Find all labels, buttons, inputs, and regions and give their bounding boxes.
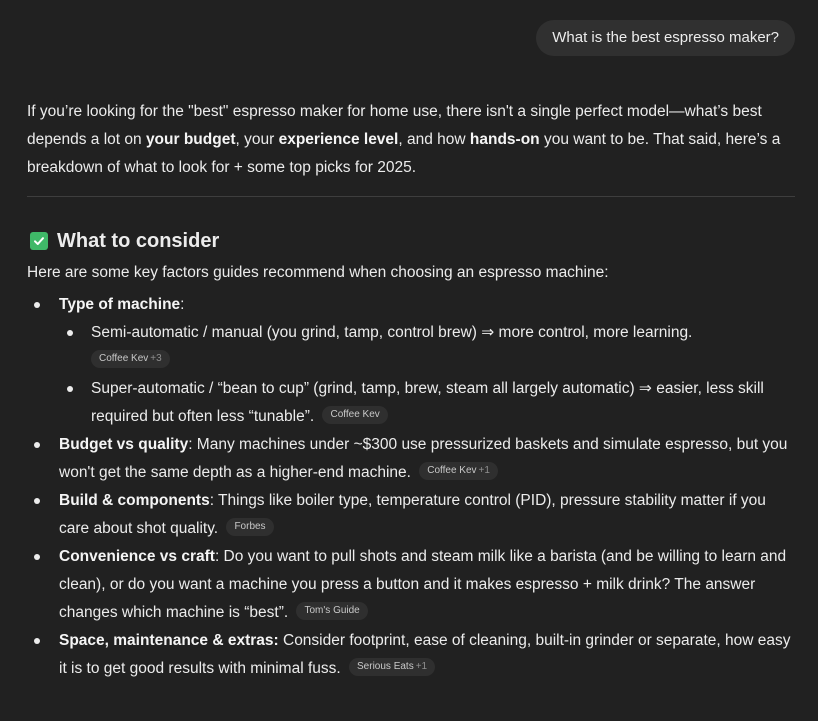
- chip-line: [91, 347, 795, 375]
- source-chip-forbes[interactable]: [226, 518, 273, 536]
- intro-bold-hands-on: hands-on: [469, 131, 540, 148]
- intro-text: you want to be. That said, here’s a breakdown of what to look for + some top picks for 2025.: [27, 131, 781, 176]
- list-item: [27, 431, 795, 487]
- source-chip-count: +3: [150, 352, 162, 364]
- factor-text: : Do you want to pull shots and steam milk like a barista (and be willing to learn and clean), or do you want a machine you press a button and it makes espresso + milk drink? The answer changes which machine is “best”.: [59, 548, 787, 621]
- intro-bold-experience: experience level: [278, 131, 399, 148]
- source-chip-coffee-kev[interactable]: [91, 350, 170, 368]
- source-chip-label: Serious Eats: [357, 660, 414, 672]
- list-item: [27, 487, 795, 543]
- source-chip-label: Tom's Guide: [304, 604, 360, 616]
- factor-text: : Things like boiler type, temperature control (PID), pressure stability matter if you care about shot quality.: [59, 492, 766, 537]
- factor-title: Convenience vs craft: [59, 548, 215, 565]
- list-item: [27, 543, 795, 627]
- section-lead: Here are some key factors guides recommend when choosing an espresso machine:: [27, 264, 609, 281]
- factor-title: Build & components: [59, 492, 210, 509]
- assistant-response: [27, 98, 795, 683]
- intro-text: If you’re looking for the "best" espresso maker for home use, there isn't a single perfect model—what’s best depends a lot on: [27, 103, 762, 148]
- source-chip-coffee-kev[interactable]: [419, 462, 498, 480]
- intro-bold-budget: your budget: [145, 131, 236, 148]
- factor-text: : Many machines under ~$300 use pressurized baskets and simulate espresso, but you won't get the same depth as a higher-end machine.: [59, 436, 788, 481]
- list-item: [27, 627, 795, 683]
- factor-text: :: [180, 296, 185, 313]
- factor-title: Space, maintenance & extras:: [59, 632, 279, 649]
- user-message-bubble: What is the best espresso maker?: [536, 20, 795, 56]
- source-chip-toms-guide[interactable]: [296, 602, 367, 620]
- factor-title: Budget vs quality: [59, 436, 189, 453]
- section-divider: [27, 196, 795, 197]
- section-heading: [30, 225, 795, 257]
- section-heading-text: What to consider: [57, 230, 220, 252]
- source-chip-label: Coffee Kev: [427, 464, 477, 476]
- source-chip-count: +1: [415, 660, 428, 672]
- source-chip-count: +1: [478, 464, 490, 476]
- factor-title: Type of machine: [59, 296, 181, 313]
- sub-item-text: Super-automatic / “bean to cup” (grind, tamp, brew, steam all largely automatic) ⇒ easier, less skill required but often less “tunable”.: [91, 380, 764, 425]
- sub-list: [59, 319, 795, 431]
- list-item: [59, 375, 795, 431]
- list-item: [27, 291, 795, 431]
- intro-text: , your: [235, 131, 279, 148]
- sub-item-text: Semi-automatic / manual (you grind, tamp, control brew) ⇒ more control, more learning.: [91, 324, 693, 341]
- source-chip-coffee-kev[interactable]: [322, 406, 387, 424]
- check-mark-button-icon: [30, 232, 48, 250]
- source-chip-label: Coffee Kev: [99, 352, 149, 364]
- source-chip-label: Forbes: [234, 520, 266, 532]
- factors-list: [27, 291, 795, 683]
- list-item: [59, 319, 795, 375]
- source-chip-serious-eats[interactable]: [349, 658, 435, 676]
- factor-text: Consider footprint, ease of cleaning, built-in grinder or separate, how easy it is to get good results with minimal fuss.: [59, 632, 791, 677]
- intro-text: , and how: [398, 131, 470, 148]
- source-chip-label: Coffee Kev: [330, 408, 380, 420]
- intro-paragraph: [27, 98, 795, 182]
